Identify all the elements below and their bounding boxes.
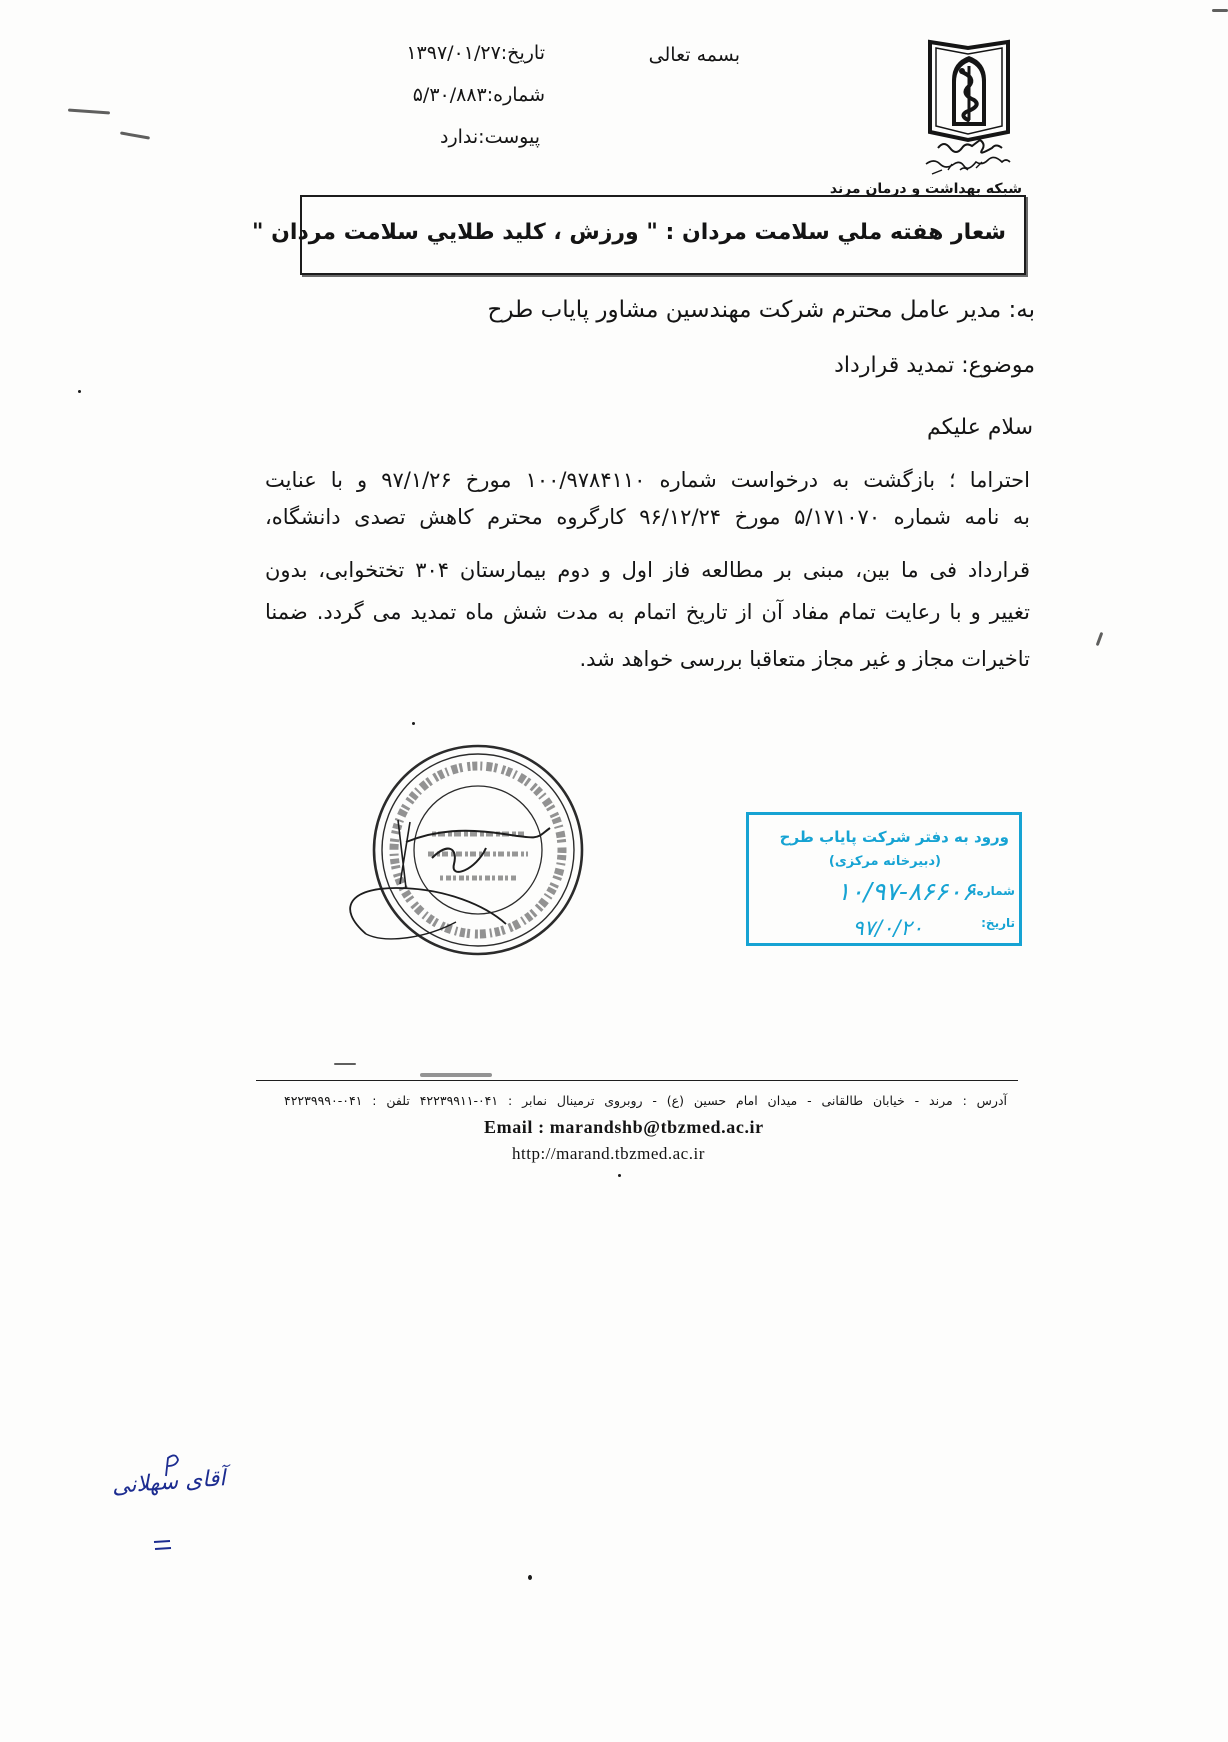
recipient-line: به: مدیر عامل محترم شرکت مهندسین مشاور پایاب طرح <box>487 297 1035 323</box>
slogan-box <box>252 195 1026 275</box>
scan-speck <box>78 390 81 393</box>
body-line: احتراما ؛ بازگشت به درخواست شماره ۱۰۰/۹۷۸۴۱۱۰ مورخ ۹۷/۱/۲۶ و با عنایت <box>265 468 1030 492</box>
university-emblem-logo <box>916 36 1022 182</box>
footer-address: آدرس : مرند - خیابان طالقانی - میدان امام حسین (ع) - روبروی ترمینال نمابر : ۰۴۱-۴۲۲۳۹۹۱۱ تلفن : ۰۴۱-۴۲۲۳۹۹۹۰ <box>284 1093 1007 1108</box>
scan-speck <box>528 1575 532 1580</box>
footer-email: Email : marandshb@tbzmed.ac.ir <box>484 1117 764 1137</box>
footer-website: http://marand.tbzmed.ac.ir <box>512 1144 705 1163</box>
scan-mark <box>120 131 150 139</box>
footer-divider <box>256 1080 1018 1081</box>
body-line: قرارداد فی ما بین، مبنی بر مطالعه فاز اول و دوم بیمارستان ۳۰۴ تختخوابی، بدون <box>265 558 1030 582</box>
receipt-stamp-title: ورود به دفتر شرکت پایاب طرح <box>779 828 1009 846</box>
receipt-number-value: ۱۰/۹۷-۸۶۶۰۶ <box>836 877 975 906</box>
body-line: تغییر و با رعایت تمام مفاد آن از تاریخ اتمام به مدت شش ماه تمدید می گردد. ضمنا <box>265 600 1030 624</box>
letter-number: شماره:۵/۳۰/۸۸۳ <box>412 84 545 106</box>
scan-speck <box>412 722 415 725</box>
receipt-stamp <box>746 812 1022 946</box>
handwritten-note: آقای سهلانی <box>111 1466 227 1499</box>
letter-attachment: پیوست:ندارد <box>440 126 540 148</box>
scan-mark <box>1212 9 1228 12</box>
greeting-line: سلام علیکم <box>926 415 1033 440</box>
official-seal-stamp <box>336 738 611 963</box>
scan-mark <box>334 1063 356 1065</box>
pen-marks <box>140 1450 200 1560</box>
receipt-stamp-subtitle: (دبیرخانه مرکزی) <box>828 854 941 869</box>
slogan-text: شعار هفته ملي سلامت مردان : " ورزش ، كليد طلايي سلامت مردان " <box>252 220 1006 245</box>
scan-speck <box>618 1174 621 1177</box>
body-line: به نامه شماره ۵/۱۷۱۰۷۰ مورخ ۹۶/۱۲/۲۴ کارگروه محترم کاهش تصدی دانشگاه، <box>265 505 1030 529</box>
receipt-date-value: ۹۷/۰/۲۰ <box>852 916 923 940</box>
scan-mark <box>420 1073 492 1077</box>
bismillah-heading: بسمه تعالی <box>648 44 740 66</box>
organization-name: شبکه بهداشت و درمان مرند <box>829 181 1022 197</box>
subject-line: موضوع: تمدید قرارداد <box>834 353 1035 378</box>
receipt-date-label: تاریخ: <box>981 916 1015 930</box>
letter-date: تاریخ:۱۳۹۷/۰۱/۲۷ <box>406 42 545 64</box>
scan-mark <box>1096 632 1104 646</box>
receipt-number-label: شماره: <box>971 884 1015 898</box>
body-line: تاخیرات مجاز و غیر مجاز متعاقبا بررسی خواهد شد. <box>579 647 1030 671</box>
scan-mark <box>68 109 110 115</box>
